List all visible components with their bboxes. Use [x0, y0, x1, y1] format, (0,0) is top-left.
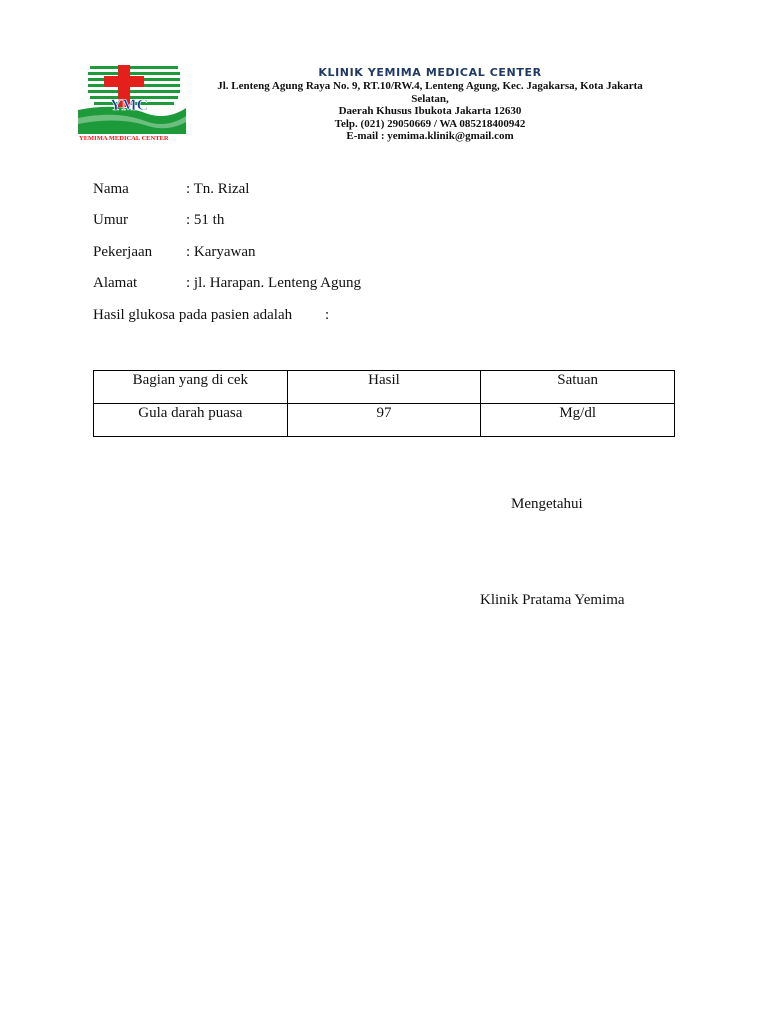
- age-value: : 51 th: [186, 212, 225, 228]
- result-table: [93, 370, 675, 437]
- clinic-address-line1: Jl. Lenteng Agung Raya No. 9, RT.10/RW.4, Lenteng Agung, Kec. Jagakarsa, Kota Jakarta Selatan,: [217, 80, 643, 105]
- clinic-email: E-mail : yemima.klinik@gmail.com: [346, 130, 514, 142]
- logo-caption: YEMIMA MEDICAL CENTER: [79, 135, 169, 142]
- table-cell: Mg/dl: [481, 404, 675, 437]
- signature-clinic: Klinik Pratama Yemima: [480, 592, 625, 608]
- address-value: : jl. Harapan. Lenteng Agung: [186, 275, 361, 291]
- clinic-phone: Telp. (021) 29050669 / WA 085218400942: [334, 118, 526, 130]
- result-intro: Hasil glukosa pada pasien adalah: [93, 307, 293, 323]
- table-cell: 97: [287, 404, 481, 437]
- logo-abbrev: YMC: [110, 97, 149, 114]
- table-header-row: [94, 371, 675, 404]
- clinic-address-line2: Daerah Khusus Ibukota Jakarta 12630: [338, 105, 522, 117]
- address-label: Alamat: [93, 275, 138, 291]
- job-label: Pekerjaan: [93, 244, 153, 260]
- table-header-cell: Bagian yang di cek: [94, 371, 288, 404]
- name-value: : Tn. Rizal: [186, 181, 250, 197]
- medical-cross-icon: [78, 62, 186, 142]
- job-value: : Karyawan: [186, 244, 256, 260]
- table-header-cell: Hasil: [287, 371, 481, 404]
- table-row: [94, 404, 675, 437]
- table-cell: Gula darah puasa: [94, 404, 288, 437]
- signature-acknowledged: Mengetahui: [511, 496, 583, 512]
- table-header-cell: Satuan: [481, 371, 675, 404]
- clinic-logo: [78, 62, 186, 142]
- age-label: Umur: [93, 212, 128, 228]
- clinic-name: KLINIK YEMIMA MEDICAL CENTER: [318, 66, 542, 79]
- name-label: Nama: [93, 181, 129, 197]
- result-colon: :: [325, 307, 330, 323]
